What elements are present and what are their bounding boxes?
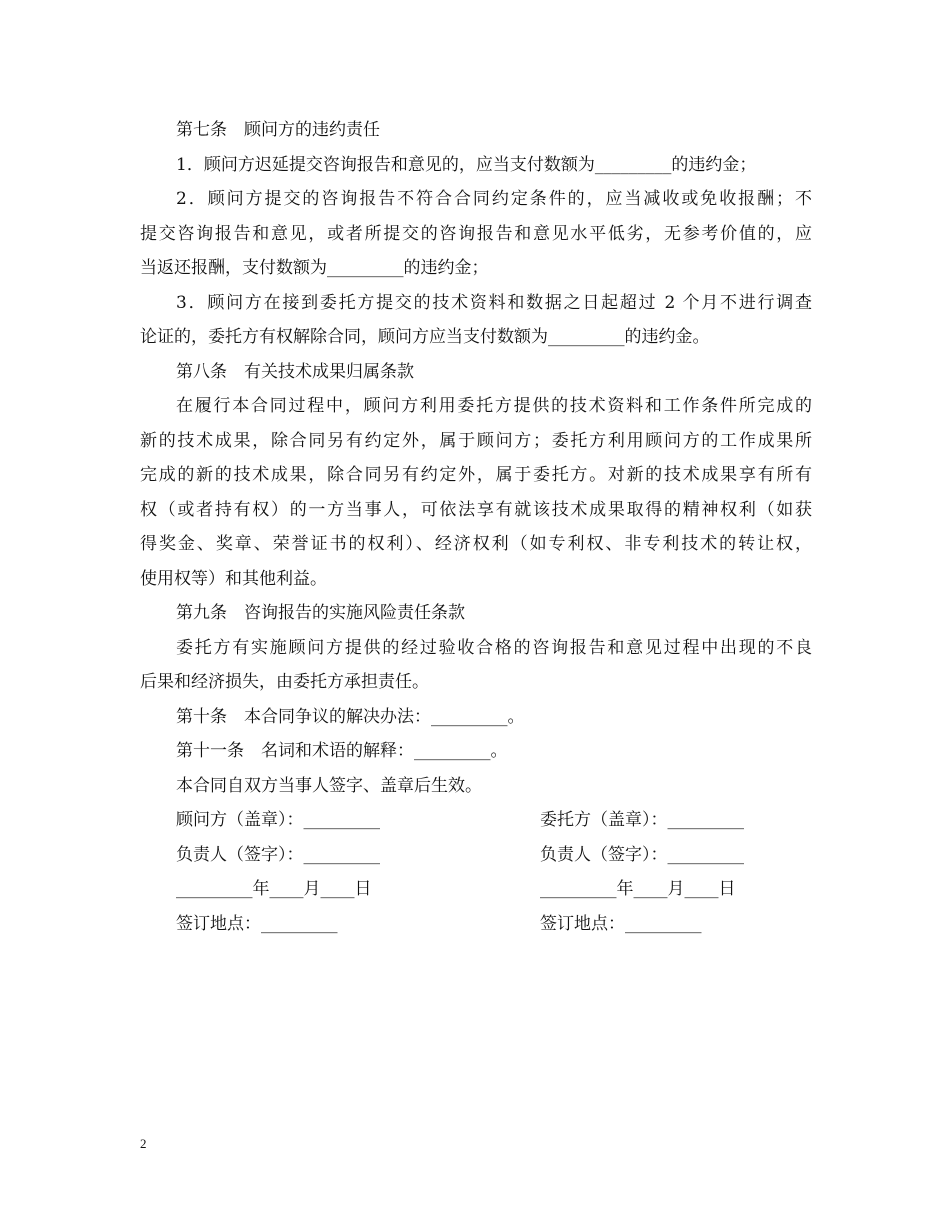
- client-date-field: _________年____月____日: [540, 879, 736, 899]
- article-10: 第十条 本合同争议的解决办法：_________。: [176, 706, 525, 727]
- client-signer-field: 负责人（签字）：_________: [540, 844, 744, 865]
- consultant-seal-field: 顾问方（盖章）：_________: [176, 810, 380, 830]
- article-8-line-3: 完成的新的技术成果，除合同另有约定外，属于委托方。对新的技术成果享有所有: [140, 465, 812, 485]
- article-9-title: 第九条 咨询报告的实施风险责任条款: [176, 603, 465, 623]
- article-7-item-2-line-1: 2．顾问方提交的咨询报告不符合合同约定条件的，应当减收或免收报酬；不: [176, 189, 812, 209]
- article-8-line-6: 使用权等）和其他利益。: [140, 568, 327, 589]
- article-7-item-2-line-2: 提交咨询报告和意见，或者所提交的咨询报告和意见水平低劣，无参考价值的，应: [140, 223, 812, 244]
- article-7-title: 第七条 顾问方的违约责任: [176, 120, 380, 140]
- article-8-line-5: 得奖金、奖章、荣誉证书的权利）、经济权利（如专利权、非专利技术的转让权，: [140, 534, 812, 554]
- signature-row-seal: [140, 803, 812, 838]
- client-place-field: 签订地点：_________: [540, 913, 702, 934]
- page-number: 2: [140, 1136, 147, 1151]
- article-11: 第十一条 名词和术语的解释：_________。: [176, 741, 508, 761]
- article-7-item-3-line-2: 论证的，委托方有权解除合同，顾问方应当支付数额为_________的违约金。: [140, 327, 710, 347]
- signature-row-signer: [140, 838, 812, 873]
- signature-row-place: [140, 907, 812, 942]
- signature-row-date: [140, 872, 812, 907]
- consultant-date-field: _________年____月____日: [176, 879, 372, 899]
- article-8-line-1: 在履行本合同过程中，顾问方利用委托方提供的技术资料和工作条件所完成的: [176, 396, 812, 416]
- consultant-place-field: 签订地点：_________: [176, 913, 338, 934]
- client-seal-field: 委托方（盖章）：_________: [540, 810, 744, 830]
- article-7-item-2-line-3: 当返还报酬，支付数额为_________的违约金；: [140, 258, 489, 278]
- article-9-line-1: 委托方有实施顾问方提供的经过验收合格的咨询报告和意见过程中出现的不良: [176, 637, 812, 658]
- article-8-title: 第八条 有关技术成果归属条款: [176, 361, 414, 382]
- article-7-item-3-line-1: 3．顾问方在接到委托方提交的技术资料和数据之日起超过 2 个月不进行调查: [176, 292, 812, 313]
- document-body: [140, 113, 812, 941]
- effective-clause: 本合同自双方当事人签字、盖章后生效。: [176, 775, 482, 796]
- consultant-signer-field: 负责人（签字）：_________: [176, 844, 380, 865]
- article-8-line-2: 新的技术成果，除合同另有约定外，属于顾问方；委托方利用顾问方的工作成果所: [140, 430, 812, 451]
- article-9-line-2: 后果和经济损失，由委托方承担责任。: [140, 672, 429, 692]
- article-7-item-1: 1．顾问方迟延提交咨询报告和意见的，应当支付数额为_________的违约金；: [176, 154, 757, 175]
- article-8-line-4: 权（或者持有权）的一方当事人，可依法享有就该技术成果取得的精神权利（如获: [140, 499, 812, 520]
